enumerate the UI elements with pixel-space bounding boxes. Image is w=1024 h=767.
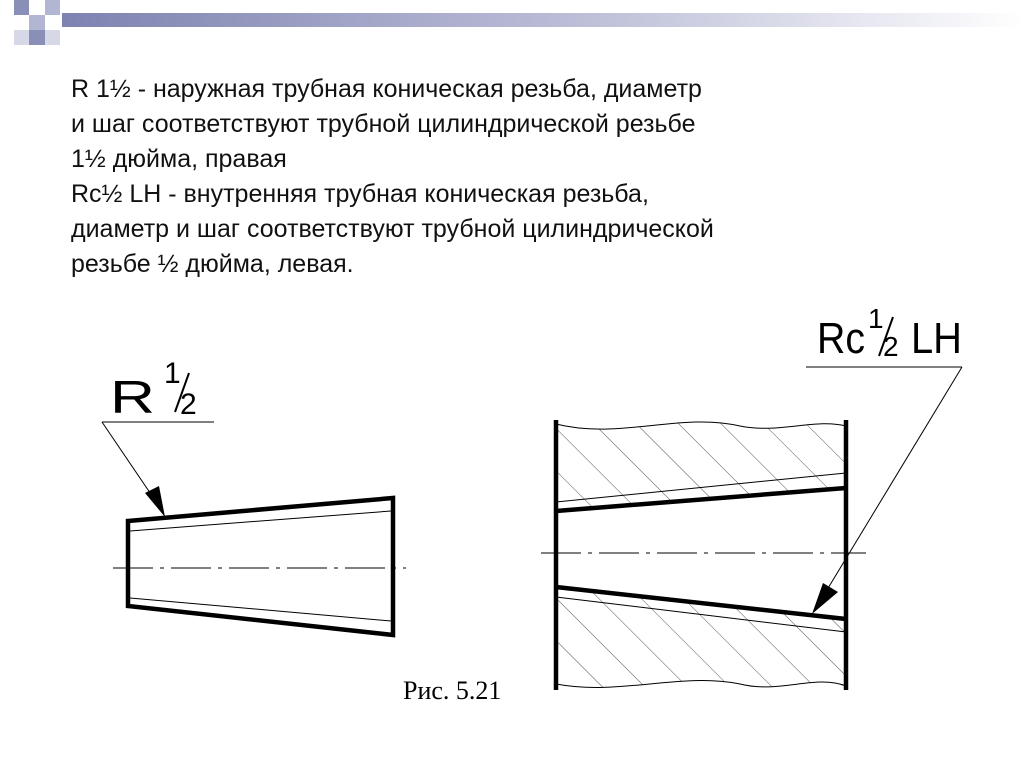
description-line: резьбе ½ дюйма, левая. — [71, 250, 354, 278]
description-line: R 1½ - наружная трубная коническая резьба, диаметр — [71, 75, 702, 103]
leader-arrowhead — [812, 583, 838, 614]
description-line: диаметр и шаг соответствуют трубной цилиндрической — [71, 215, 714, 243]
external-thread-part — [113, 498, 406, 635]
external-part-outline — [128, 498, 393, 635]
internal-thread-part — [541, 400, 866, 700]
external-thread-label — [110, 357, 197, 423]
external-thread-root-line — [130, 511, 391, 531]
external-label-letter: R — [110, 371, 155, 423]
external-leader — [102, 422, 214, 517]
description-line: 1½ дюйма, правая — [71, 145, 287, 173]
internal-thread-label — [817, 303, 962, 363]
figure-caption: Рис. 5.21 — [403, 676, 502, 705]
internal-label-letters: Rc — [817, 314, 865, 363]
description-line: Rc½ LH - внутренняя трубная коническая резьба, — [71, 180, 649, 208]
external-label-numerator: 1 — [164, 357, 181, 390]
description-line: и шаг соответствуют трубной цилиндрической резьбе — [71, 110, 696, 138]
external-label-denominator: 2 — [180, 388, 197, 421]
internal-label-suffix: LH — [911, 314, 962, 363]
internal-label-numerator: 1 — [868, 303, 884, 334]
internal-label-denominator: 2 — [883, 331, 899, 362]
